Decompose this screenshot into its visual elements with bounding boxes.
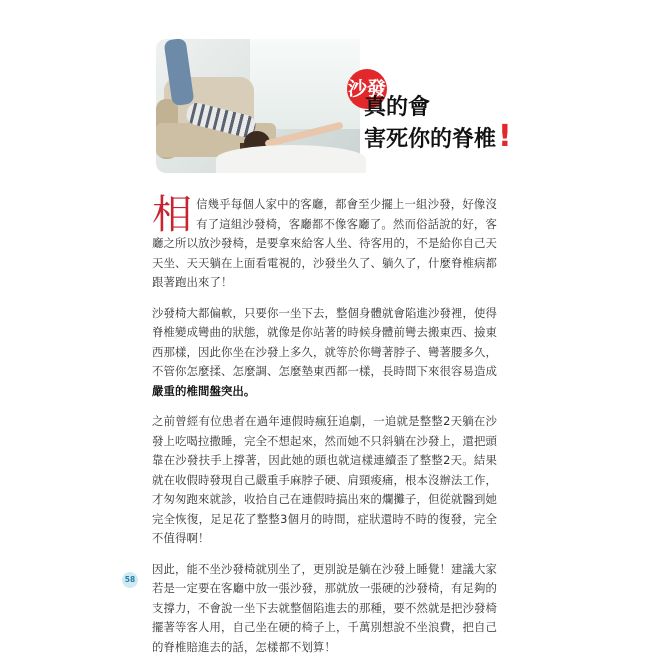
paragraph-3: 之前曾經有位患者在過年連假時瘋狂追劇，一追就是整整2天躺在沙發上吃喝拉撒睡，完全不想起來，然而她不只斜躺在沙發上，還把頭靠在沙發扶手上撐著，因此她的頭也就這樣連續歪了整整2天。結果就在收假時發現自己嚴重手麻脖子硬、肩頸痠痛，根本沒辦法工作，才匆匆跑來就診，收拾自己在連假時搞出來的爛攤子，但從就醫到她完全恢復，足足花了整整3個月的時間，症狀還時不時的復發，完全不值得啊！ bbox=[152, 414, 497, 545]
drop-cap: 相 bbox=[152, 192, 193, 238]
title-line-1: 真的會 bbox=[364, 95, 431, 120]
title-line-2-text: 害死你的脊椎 bbox=[364, 127, 497, 152]
title-tag: 沙發 bbox=[347, 69, 387, 109]
page-title bbox=[364, 93, 514, 154]
exclamation-mark: ! bbox=[498, 119, 512, 154]
cover-photo bbox=[156, 39, 360, 173]
paragraph-1 bbox=[152, 192, 497, 293]
article-body bbox=[152, 192, 497, 668]
paragraph-1-text: 信幾乎每個人家中的客廳，都會至少擺上一組沙發，好像沒有了這組沙發椅，客廳都不像客廳了。然而俗話說的好，客廳之所以放沙發椅，是要拿來給客人坐、待客用的，不是給你自己天天坐、天天躺在上面看電視的，沙發坐久了、躺久了，什麼脊椎病都跟著跑出來了！ bbox=[152, 197, 497, 289]
window-light bbox=[250, 39, 360, 129]
paragraph-4: 因此，能不坐沙發椅就別坐了，更別說是躺在沙發上睡覺！建議大家若是一定要在客廳中放一張沙發，那就放一張硬的沙發椅，有足夠的支撐力，不會說一坐下去就整個陷進去的那種，要不然就是把沙發椅擺著等客人用，自己坐在硬的椅子上，千萬別想說不坐浪費，把自己的脊椎賠進去的話，怎樣都不划算！ bbox=[152, 561, 497, 654]
rug bbox=[216, 145, 366, 173]
paragraph-2-emphasis: 嚴重的椎間盤突出。 bbox=[152, 383, 256, 398]
paragraph-2 bbox=[152, 304, 497, 402]
page-number: 58 bbox=[122, 572, 138, 588]
paragraph-2-text: 沙發椅大都偏軟，只要你一坐下去，整個身體就會陷進沙發裡，使得脊椎變成彎曲的狀態，就像是你站著的時候身體前彎去搬東西、撿東西那樣，因此你坐在沙發上多久，就等於你彎著脖子、彎著腰多久，不管你怎麼揉、怎麼調、怎麼墊東西都一樣，長時間下來很容易造成 bbox=[152, 305, 497, 378]
title-line-2 bbox=[364, 119, 514, 154]
